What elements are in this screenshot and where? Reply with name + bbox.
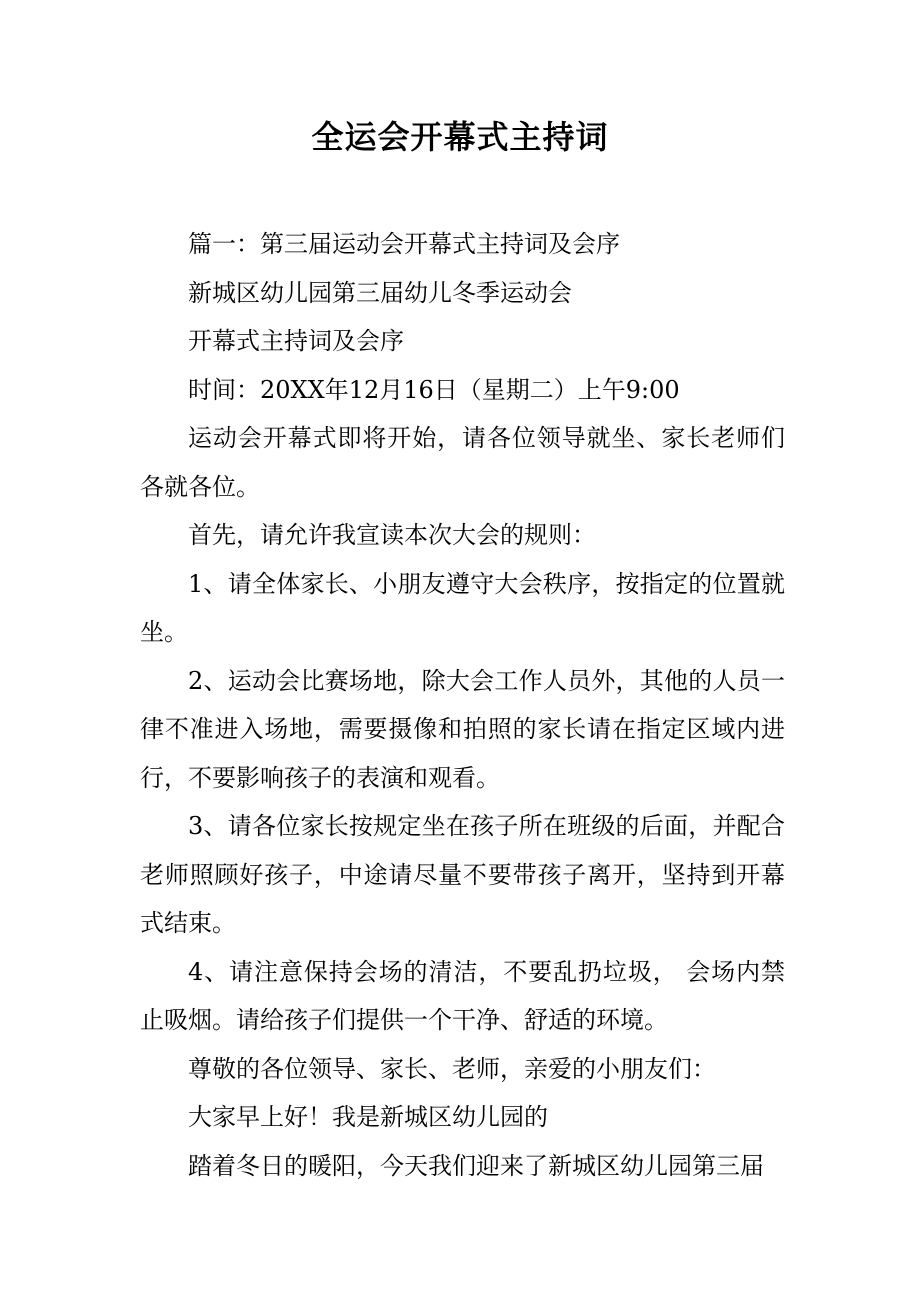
paragraph-intro: 大家早上好！我是新城区幼儿园的 xyxy=(188,1103,548,1131)
paragraph-event-name: 新城区幼儿园第三届幼儿冬季运动会 xyxy=(188,278,572,307)
paragraph-rule-3: 3、请各位家长按规定坐在孩子所在班级的后面，并配合老师照顾好孩子，中途请尽量不要带孩子离开，坚持到开幕式结束。 xyxy=(140,812,785,937)
paragraph-rule-2: 2、运动会比赛场地，除大会工作人员外，其他的人员一律不准进入场地，需要摄像和拍照的家长请在指定区域内进行，不要影响孩子的表演和观看。 xyxy=(140,666,785,792)
paragraph-subtitle: 开幕式主持词及会序 xyxy=(188,327,404,355)
paragraph-rule-4: 4、请注意保持会场的清洁，不要乱扔垃圾， 会场内禁止吸烟。请给孩子们提供一个干净、舒适的环境。 xyxy=(140,957,785,1034)
document-body xyxy=(140,220,785,1190)
paragraph-part-heading: 篇一：第三届运动会开幕式主持词及会序 xyxy=(188,230,620,258)
paragraph-rule-1: 1、请全体家长、小朋友遵守大会秩序，按指定的位置就坐。 xyxy=(140,569,785,646)
paragraph-greeting: 尊敬的各位领导、家长、老师，亲爱的小朋友们： xyxy=(188,1054,716,1083)
document-title: 全运会开幕式主持词 xyxy=(311,118,609,156)
paragraph-rules-intro: 首先，请允许我宣读本次大会的规则： xyxy=(188,521,596,549)
paragraph-time: 时间：20XX年12月16日（星期二）上午9:00 xyxy=(188,375,680,404)
paragraph-opening-notice: 运动会开幕式即将开始，请各位领导就坐、家长老师们各就各位。 xyxy=(140,424,785,501)
paragraph-opening-speech: 踏着冬日的暖阳，今天我们迎来了新城区幼儿园第三届 xyxy=(188,1151,764,1180)
